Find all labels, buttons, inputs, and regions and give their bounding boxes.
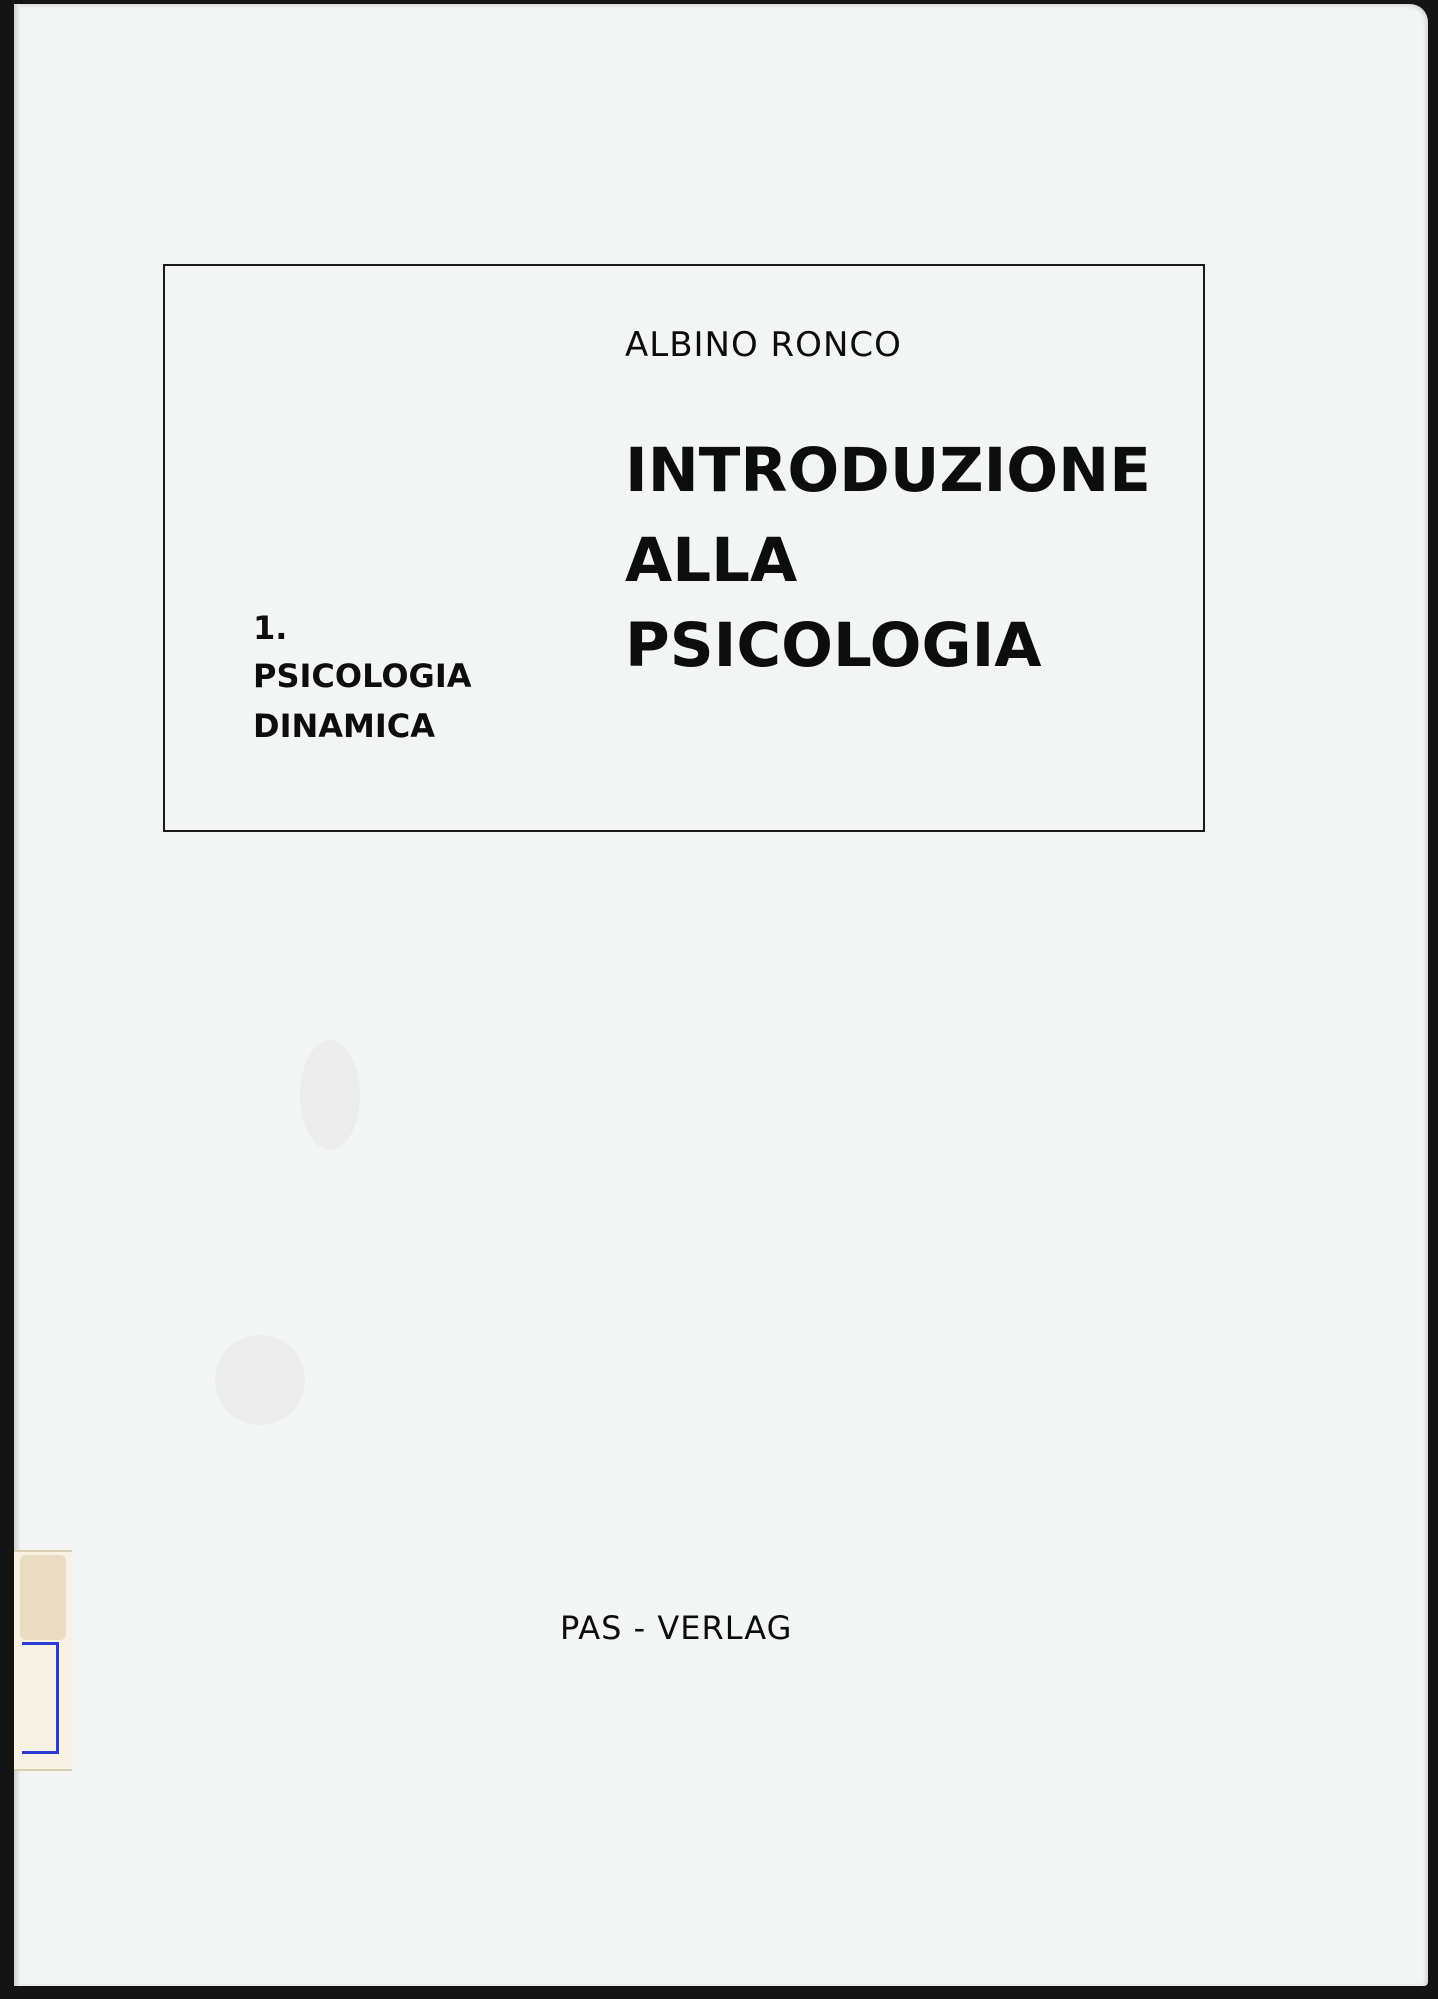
author-name: ALBINO RONCO (625, 325, 902, 365)
title-line-2: ALLA (625, 525, 798, 596)
volume-title-line-2: DINAMICA (253, 707, 436, 745)
publisher-name: PAS - VERLAG (560, 1609, 793, 1647)
title-line-1: INTRODUZIONE (625, 435, 1151, 506)
paper-smudge (300, 1040, 360, 1150)
volume-title-line-1: PSICOLOGIA (253, 657, 472, 695)
volume-number: 1. (253, 609, 288, 647)
label-stain (20, 1555, 66, 1640)
paper-smudge (215, 1335, 305, 1425)
label-bracket-mark (22, 1642, 59, 1754)
title-line-3: PSICOLOGIA (625, 610, 1042, 681)
